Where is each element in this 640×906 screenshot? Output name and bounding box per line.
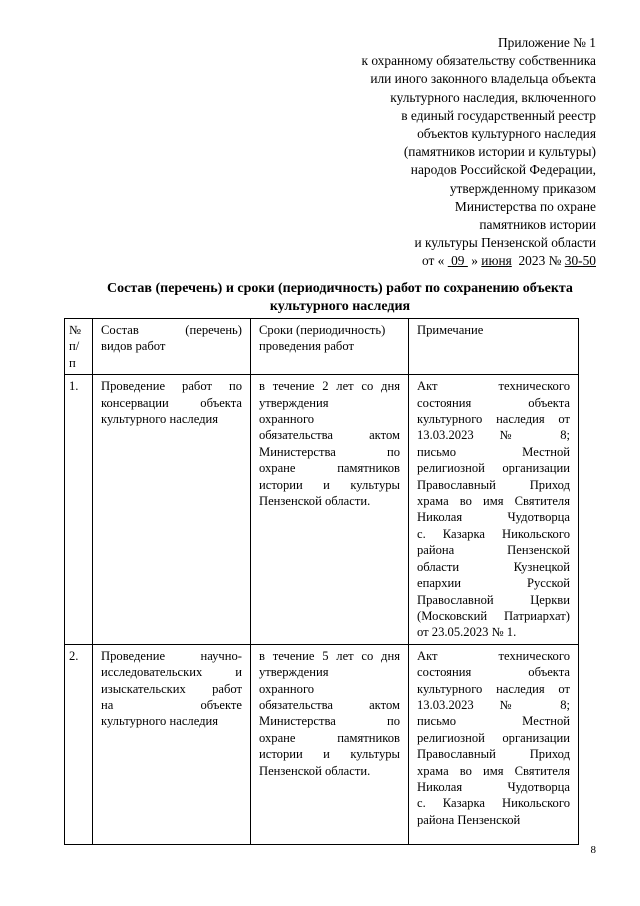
- table-row: [65, 375, 579, 645]
- date-number: 30-50: [564, 253, 596, 269]
- header-text-line: Сроки (периодичность): [259, 323, 386, 337]
- row-note-line: 13.03.2023 № 8;: [417, 428, 570, 443]
- row-terms: [251, 644, 409, 844]
- row-note-line: Акт технического: [417, 648, 570, 663]
- row-terms-line: утверждения: [259, 665, 329, 680]
- row-composition-line: на объекте: [101, 697, 242, 712]
- header-composition: [93, 319, 251, 375]
- row-note: [409, 644, 579, 844]
- row-terms-line: Министерства по: [259, 444, 400, 459]
- appendix-header: [361, 34, 596, 271]
- date-day: 09: [451, 253, 465, 269]
- row-note-line: Акт технического: [417, 379, 570, 394]
- row-note-line: Православный Приход: [417, 477, 570, 492]
- row-note-line: культурного наследия от: [417, 681, 570, 696]
- row-note-line: письмо Местной: [417, 444, 570, 459]
- row-composition-line: Проведение научно-: [101, 648, 242, 663]
- row-note-line: (Московский Патриархат): [417, 608, 570, 623]
- row-composition-line: исследовательских и: [101, 665, 242, 680]
- row-terms: [251, 375, 409, 645]
- page-number: 8: [590, 844, 596, 856]
- appendix-line: или иного законного владельца объекта: [370, 71, 596, 87]
- row-composition: [93, 375, 251, 645]
- row-note-line: Православный Приход: [417, 747, 570, 762]
- header-note: [409, 319, 579, 375]
- appendix-line: в единый государственный реестр: [401, 107, 596, 123]
- appendix-date-line: [361, 252, 596, 270]
- appendix-lines: [361, 34, 596, 252]
- appendix-line: (памятников истории и культуры): [403, 144, 596, 160]
- row-composition-line: культурного наследия: [101, 412, 219, 427]
- header-text-line: Состав (перечень): [101, 323, 242, 337]
- appendix-line: народов Российской Федерации,: [410, 162, 596, 178]
- row-note-line: Николая Чудотворца: [417, 510, 570, 525]
- row-terms-line: утверждения: [259, 395, 329, 410]
- row-note-line: Николая Чудотворца: [417, 779, 570, 794]
- row-terms-line: охранного: [259, 412, 315, 427]
- row-note-line: религиозной организации: [417, 730, 570, 745]
- row-composition-line: культурного наследия: [101, 714, 219, 729]
- appendix-line: к охранному обязательству собственника: [361, 53, 596, 69]
- row-terms-line: Пензенской области.: [259, 494, 371, 509]
- row-terms-line: обязательства актом: [259, 697, 400, 712]
- row-note-line: с. Казарка Никольского: [417, 526, 570, 541]
- row-terms-line: истории и культуры: [259, 477, 400, 492]
- document-title: [60, 280, 620, 316]
- title-line-2: культурного наследия: [269, 299, 411, 314]
- table-row: [65, 644, 579, 844]
- row-note-line: Православной Церкви: [417, 592, 570, 607]
- row-note-line: епархии Русской: [417, 576, 570, 591]
- row-note-line: 13.03.2023 № 8;: [417, 697, 570, 712]
- row-note-line: храма во имя Святителя: [417, 494, 570, 509]
- header-text-line: №: [69, 323, 82, 337]
- appendix-line: и культуры Пензенской области: [414, 235, 596, 251]
- appendix-line: Министерства по охране: [454, 198, 596, 214]
- appendix-line: памятников истории: [479, 217, 596, 233]
- date-prefix: от «: [421, 253, 445, 269]
- row-terms-line: истории и культуры: [259, 747, 400, 762]
- row-composition-line: Проведение работ по: [101, 379, 242, 394]
- row-note: [409, 375, 579, 645]
- row-terms-line: охране памятников: [259, 461, 400, 476]
- appendix-line: Приложение № 1: [497, 35, 596, 50]
- row-terms-line: охране памятников: [259, 730, 400, 745]
- date-year: 2023 №: [518, 253, 562, 269]
- header-text-line: Примечание: [417, 323, 484, 337]
- date-month: июня: [481, 253, 512, 269]
- appendix-line: утвержденному приказом: [449, 180, 596, 196]
- row-note-line: района Пензенской: [417, 812, 521, 827]
- header-text-line: проведения работ: [259, 339, 354, 354]
- header-text-line: п/: [69, 339, 80, 354]
- date-mid: »: [471, 253, 478, 269]
- row-note-line: области Кузнецкой: [417, 559, 570, 574]
- header-num: [65, 319, 93, 375]
- header-text-line: видов работ: [101, 339, 166, 354]
- appendix-line: объектов культурного наследия: [417, 126, 596, 142]
- works-table-body: [65, 319, 579, 845]
- row-number: 1.: [65, 375, 93, 645]
- row-terms-line: охранного: [259, 681, 315, 696]
- row-note-line: храма во имя Святителя: [417, 763, 570, 778]
- row-terms-line: Министерства по: [259, 714, 400, 729]
- row-note-line: состояния объекта: [417, 665, 570, 680]
- row-composition-line: изыскательских работ: [101, 681, 242, 696]
- header-text-line: п: [69, 355, 76, 370]
- row-composition: [93, 644, 251, 844]
- row-note-line: письмо Местной: [417, 714, 570, 729]
- row-terms-line: Пензенской области.: [259, 763, 371, 778]
- row-note-line: района Пензенской: [417, 543, 570, 558]
- appendix-line: культурного наследия, включенного: [390, 89, 596, 105]
- row-note-line: с. Казарка Никольского: [417, 796, 570, 811]
- row-note-line: религиозной организации: [417, 461, 570, 476]
- works-table: [64, 318, 579, 845]
- row-note-line: культурного наследия от: [417, 412, 570, 427]
- row-note-line: от 23.05.2023 № 1.: [417, 625, 517, 640]
- title-line-1: Состав (перечень) и сроки (периодичность) работ по сохранению объекта: [107, 281, 573, 296]
- row-composition-line: консервации объекта: [101, 395, 242, 410]
- header-terms: [251, 319, 409, 375]
- row-terms-line: обязательства актом: [259, 428, 400, 443]
- table-header-row: [65, 319, 579, 375]
- row-note-line: состояния объекта: [417, 395, 570, 410]
- row-number: 2.: [65, 644, 93, 844]
- row-terms-line: в течение 2 лет со дня: [259, 379, 400, 394]
- row-terms-line: в течение 5 лет со дня: [259, 648, 400, 663]
